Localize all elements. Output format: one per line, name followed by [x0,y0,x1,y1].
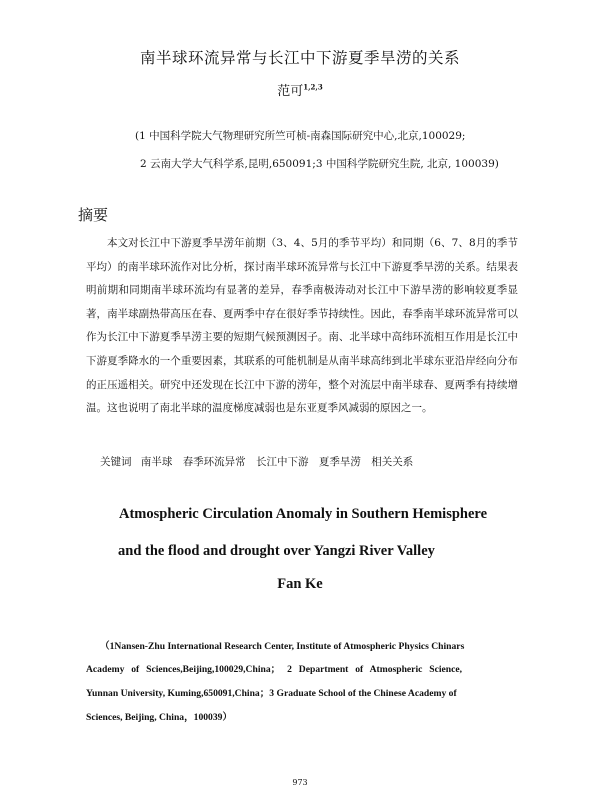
keyword: 相关关系 [371,456,414,468]
abstract-body: 本文对长江中下游夏季旱涝年前期（3、4、5月的季节平均）和同期（6、7、8月的季节平均）的南半球环流作对比分析，探讨南半球环流异常与长江中下游夏季旱涝的关系。结果表明前期和同期南半球环流均有显著的差异，春季南极涛动对长江中下游旱涝的影响较夏季显著，南半球副热带高压在春、夏两季中存在很好季节持续性。因此，春季南半球环流异常可以作为长江中下游夏季旱涝主要的短期气候预测因子。南、北半球中高纬环流相互作用是长江中下游夏季降水的一个重要因素，其联系的可能机制是从南半球高纬到北半球东亚沿岸经向分布的正压遥相关。研究中还发现在长江中下游的涝年，整个对流层中南半球春、夏两季有持续增温。这也说明了南北半球的温度梯度减弱也是东亚夏季风减弱的原因之一。 [86,237,518,415]
author-superscript: 1,2,3 [303,82,323,92]
english-affiliation-line-4: Sciences, Beijing, China，100039） [86,712,233,723]
chinese-affiliation-1: (1 中国科学院大气物理研究所竺可桢-南森国际研究中心,北京,100029; [135,130,466,142]
keyword: 南半球 [140,456,173,468]
keywords-label: 关键词 [100,456,132,468]
keyword: 春季环流异常 [182,456,246,468]
keyword: 夏季旱涝 [318,456,361,468]
english-affiliation-line-3: Yunnan University, Kuming,650091,China；3 Graduate School of the Chinese Academy of [86,688,457,699]
chinese-author [0,80,600,99]
page-number: 973 [292,778,308,787]
chinese-affiliation-2: 2 云南大学大气科学系,昆明,650091;3 中国科学院研究生院, 北京, 100039) [140,158,499,170]
keywords-line [100,454,420,469]
english-author: Fan Ke [277,576,323,592]
abstract-heading: 摘要 [78,206,109,224]
english-affiliation-line-2: Academy of Sciences,Beijing,100029,China； 2 Department of Atmospheric Science, [86,664,463,675]
chinese-title: 南半球环流异常与长江中下游夏季旱涝的关系 [139,49,460,67]
english-title-line-2: and the flood and drought over Yangzi River Valley [118,543,435,559]
chinese-author-name: 范可 [277,84,304,99]
english-affiliation-line-1: （1Nansen-Zhu International Research Center, Institute of Atmospheric Physics Chinars [100,641,465,652]
english-title-line-1: Atmospheric Circulation Anomaly in Southern Hemisphere [119,506,488,522]
keyword: 长江中下游 [256,456,309,468]
